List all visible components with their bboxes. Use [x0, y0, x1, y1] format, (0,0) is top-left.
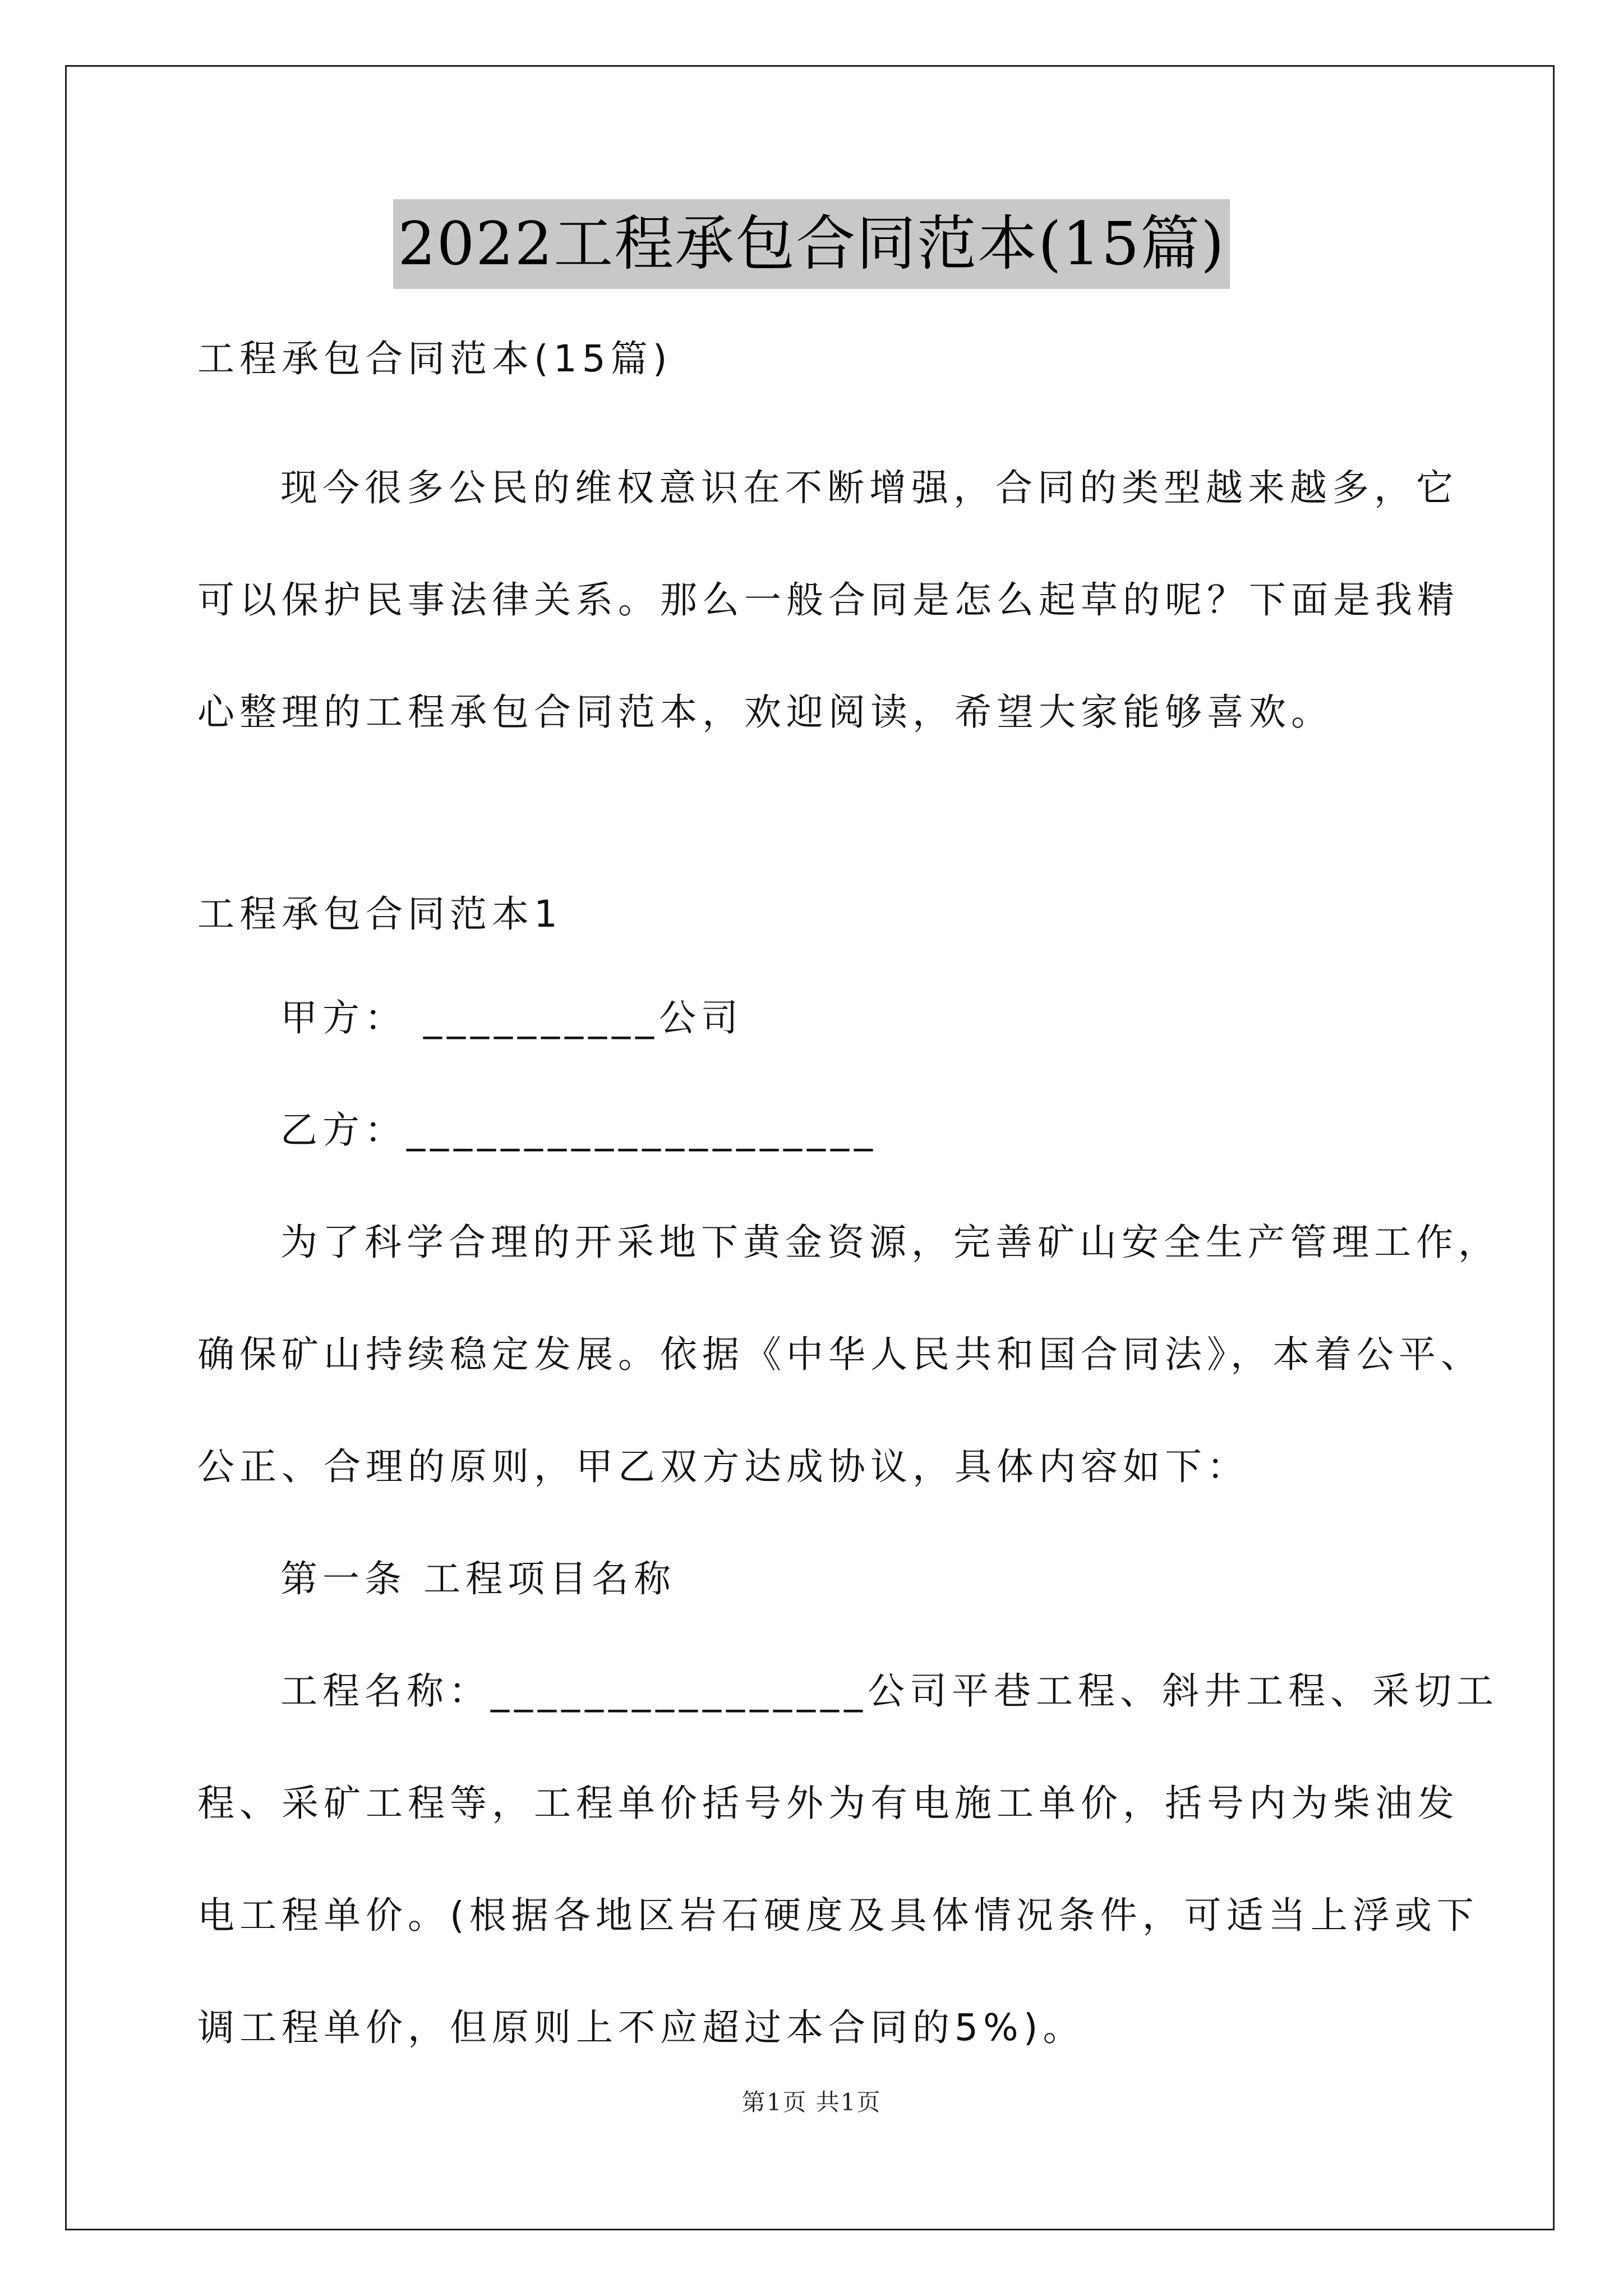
section-heading: 工程承包合同范本1: [197, 892, 562, 936]
body-line-3: 公正、合理的原则，甲乙双方达成协议，具体内容如下：: [197, 1445, 1249, 1488]
article-one-heading: 第一条 工程项目名称: [280, 1557, 676, 1600]
intro-line-1: 现今很多公民的维权意识在不断增强，合同的类型越来越多，它: [280, 466, 1458, 509]
project-line-1: 工程名称：________________公司平巷工程、斜井工程、采切工: [280, 1669, 1498, 1713]
project-line-3: 电工程单价。(根据各地区岩石硬度及具体情况条件，可适当上浮或下: [197, 1894, 1479, 1937]
document-title: 2022工程承包合同范本(15篇): [393, 199, 1229, 289]
party-b-line: 乙方：____________________: [280, 1108, 878, 1152]
body-line-2: 确保矿山持续稳定发展。依据《中华人民共和国合同法》，本着公平、: [197, 1333, 1483, 1376]
project-line-4: 调工程单价，但原则上不应超过本合同的5%)。: [197, 2006, 1085, 2049]
document-title-container: [0, 199, 1623, 307]
intro-line-3: 心整理的工程承包合同范本，欢迎阅读，希望大家能够喜欢。: [197, 691, 1333, 734]
project-line-2: 程、采矿工程等，工程单价括号外为有电施工单价，括号内为柴油发: [197, 1782, 1459, 1825]
party-a-line: 甲方： __________公司: [280, 996, 743, 1039]
intro-line-2: 可以保护民事法律关系。那么一般合同是怎么起草的呢？下面是我精: [197, 578, 1459, 622]
page-footer: 第1页 共1页: [741, 2088, 882, 2116]
body-line-1: 为了科学合理的开采地下黄金资源，完善矿山安全生产管理工作，: [280, 1221, 1500, 1264]
subtitle-line: 工程承包合同范本(15篇): [197, 337, 672, 380]
